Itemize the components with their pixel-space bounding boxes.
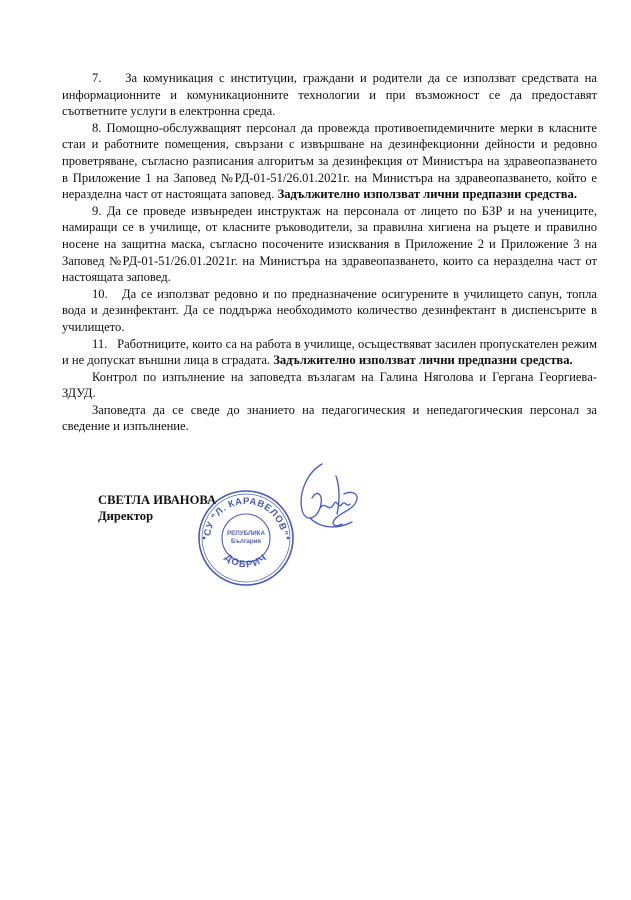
paragraph-8 xyxy=(62,120,597,203)
svg-text:СУ "Л. КАРАВЕЛОВ": СУ "Л. КАРАВЕЛОВ" xyxy=(202,495,290,537)
paragraph-text: Работниците, които са на работа в училище, осъществяват засилен пропускателен режим и не допускат външни лица в сградата. xyxy=(62,336,597,368)
paragraph-control xyxy=(62,369,597,402)
paragraph-number: 9. xyxy=(92,203,102,218)
paragraph-10 xyxy=(62,286,597,336)
svg-text:България: България xyxy=(230,538,262,545)
paragraph-text: За комуникация с институции, граждани и родители да се използват средствата на информационните и комуникационните технологии и при възможност се да предоставят съответните услуги в електронна среда. xyxy=(62,71,598,119)
paragraph-text: Помощно-обслужващият персонал да провежда противоепидемичните мерки в класните стаи и работните помещения, свързани с извършване на дезинфекционни дейности и редовно проветряване, съгласно разписания алгоритъм за дезинфекция от Министъра на здравеопазването в Приложение 1 на Заповед №РД-01-51/26.01.2021г. на Министъра на здравеопазването, който е неразделна част от настоящата заповед. xyxy=(62,120,597,202)
signatory-title: Директор xyxy=(98,509,154,523)
paragraph-number: 10. xyxy=(92,286,108,301)
paragraph-number: 11. xyxy=(92,336,108,351)
school-stamp-icon xyxy=(196,488,296,588)
paragraph-bold-note: Задължително използват лични предпазни средства. xyxy=(273,353,573,368)
paragraph-number: 8. xyxy=(92,120,102,135)
paragraph-text: Да се проведе извънреден инструктаж на персонала от лицето по БЗР и на учениците, намиращи се в училище, от класните ръководители, за правилна хигиена на ръцете и правилно носене на защитна маска, съгласно посочените изисквания в Приложение 2 и Приложение 3 на Заповед №РД-01-51/26.01.2021г. на Министъра на здравеопазването, които са неразделна част от настоящата заповед. xyxy=(62,203,597,285)
svg-text:ДОБРИЧ: ДОБРИЧ xyxy=(222,551,270,571)
paragraph-notice xyxy=(62,402,597,435)
svg-text:РЕПУБЛИКА: РЕПУБЛИКА xyxy=(227,530,265,537)
paragraph-text: Заповедта да се сведе до знанието на педагогическия и непедагогическия персонал за сведение и изпълнение. xyxy=(62,402,597,434)
paragraph-text: Контрол по изпълнение на заповедта възлагам на Галина Няголова и Гергана Георгиева-ЗДУД. xyxy=(62,369,597,401)
paragraph-9 xyxy=(62,203,597,286)
signatory-name: СВЕТЛА ИВАНОВА xyxy=(98,493,217,507)
handwritten-signature-icon xyxy=(290,458,370,538)
paragraph-text: Да се използват редовно и по предназначение осигурените в училището сапун, топла вода и дезинфектант. Да се поддържа необходимото количество дезинфектант в диспенсърите в училището. xyxy=(62,286,597,334)
paragraph-number: 7. xyxy=(92,71,102,85)
paragraph-bold-note: Задължително използват лични предпазни средства. xyxy=(277,187,577,202)
paragraph-11 xyxy=(62,336,597,369)
paragraph-7 xyxy=(62,70,597,120)
order-body xyxy=(62,70,597,435)
